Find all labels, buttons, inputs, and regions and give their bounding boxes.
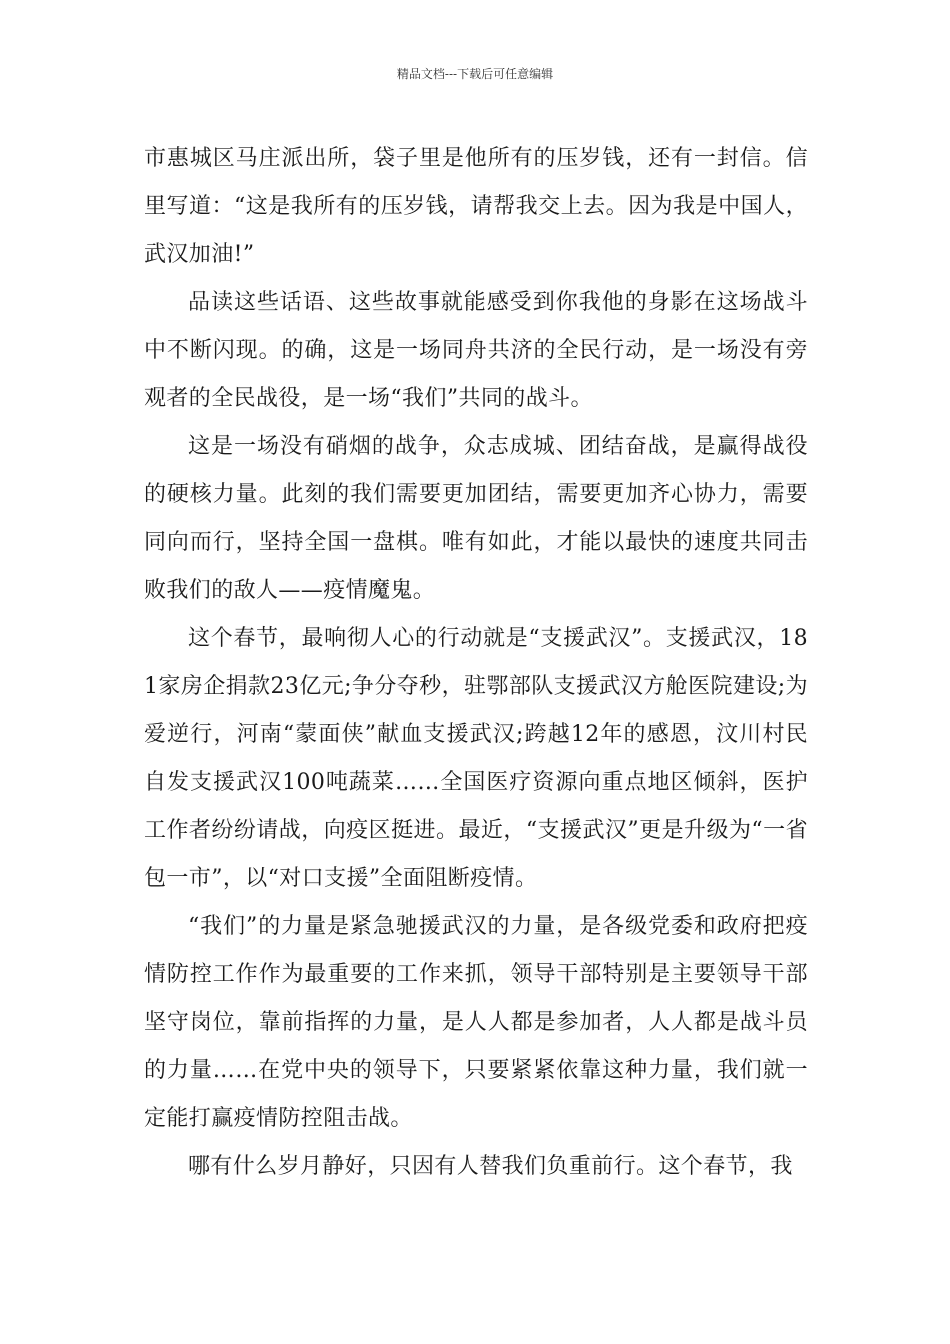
paragraph-continued: 市惠城区马庄派出所，袋子里是他所有的压岁钱，还有一封信。信里写道：“这是我所有的压岁钱，请帮我交上去。因为我是中国人，武汉加油!” bbox=[144, 146, 808, 267]
paragraph: 这个春节，最响彻人心的行动就是“支援武汉”。支援武汉，181家房企捐款23亿元;争分夺秒，驻鄂部队支援武汉方舱医院建设;为爱逆行，河南“蒙面侠”献血支援武汉;跨越12年的感恩，汶川村民自发支援武汉100吨蔬菜……全国医疗资源向重点地区倾斜，医护工作者纷纷请战，向疫区挺进。最近，“支援武汉”更是升级为“一省包一市”，以“对口支援”全面阻断疫情。 bbox=[144, 626, 808, 891]
article-body bbox=[144, 135, 808, 1191]
paragraph: “我们”的力量是紧急驰援武汉的力量，是各级党委和政府把疫情防控工作作为最重要的工作来抓，领导干部特别是主要领导干部坚守岗位，靠前指挥的力量，是人人都是参加者，人人都是战斗员的力量……在党中央的领导下，只要紧紧依靠这种力量，我们就一定能打赢疫情防控阻击战。 bbox=[144, 914, 808, 1131]
paragraph: 这是一场没有硝烟的战争，众志成城、团结奋战，是赢得战役的硬核力量。此刻的我们需要更加团结，需要更加齐心协力，需要同向而行，坚持全国一盘棋。唯有如此，才能以最快的速度共同击败我们的敌人——疫情魔鬼。 bbox=[144, 434, 808, 603]
paragraph: 哪有什么岁月静好，只因有人替我们负重前行。这个春节，我 bbox=[188, 1154, 793, 1179]
page-header: 精品文档---下载后可任意编辑 bbox=[396, 67, 554, 81]
paragraph: 品读这些话语、这些故事就能感受到你我他的身影在这场战斗中不断闪现。的确，这是一场同舟共济的全民行动，是一场没有旁观者的全民战役，是一场“我们”共同的战斗。 bbox=[144, 290, 808, 411]
